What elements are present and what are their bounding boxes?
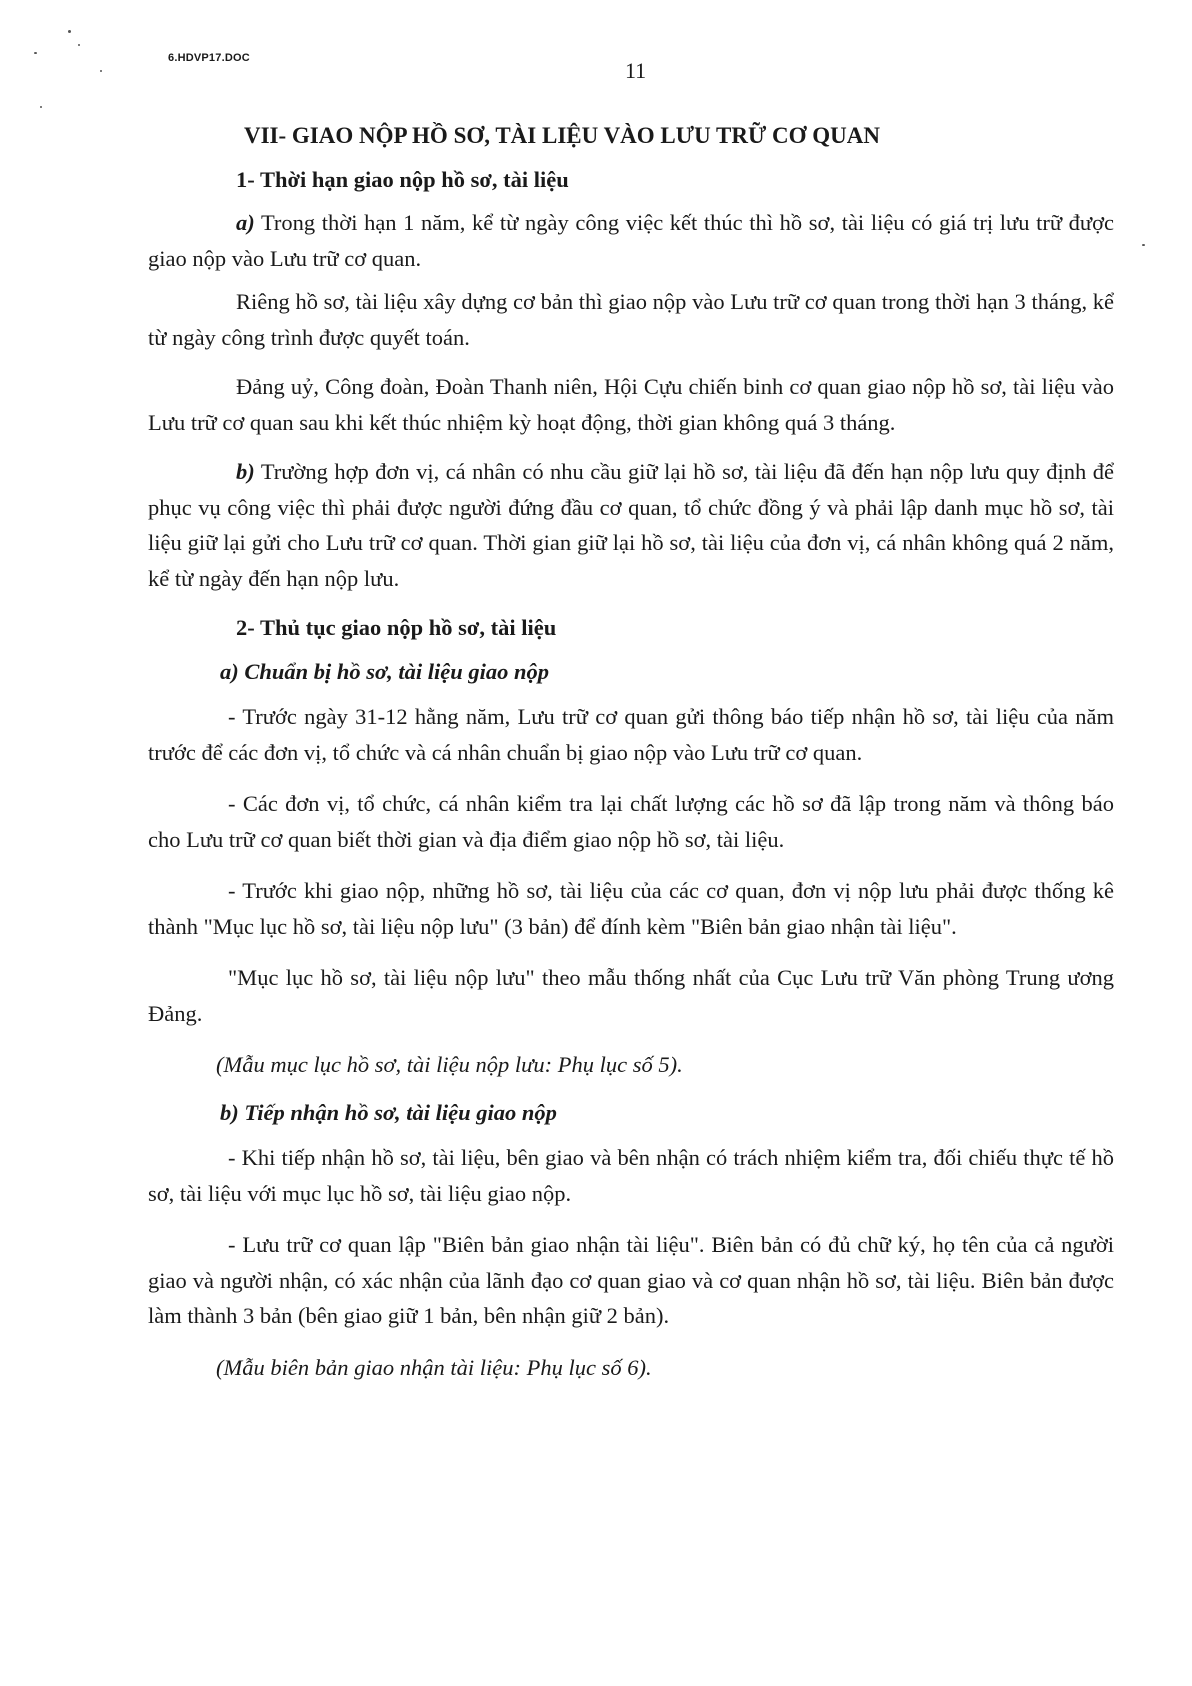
subsection-1-title: 1- Thời hạn giao nộp hồ sơ, tài liệu	[236, 166, 569, 192]
list-item-2a-2: - Các đơn vị, tổ chức, cá nhân kiểm tra lại chất lượng các hồ sơ đã lập trong năm và thông báo cho Lưu trữ cơ quan biết thời gian và địa điểm giao nộp hồ sơ, tài liệu.	[148, 791, 1114, 852]
subsection-2a-title: a) Chuẩn bị hồ sơ, tài liệu giao nộp	[220, 658, 550, 684]
paragraph-1a-3: Đảng uỷ, Công đoàn, Đoàn Thanh niên, Hội Cựu chiến binh cơ quan giao nộp hồ sơ, tài liệu vào Lưu trữ cơ quan sau khi kết thúc nhiệm kỳ hoạt động, thời gian không quá 3 tháng.	[148, 374, 1114, 435]
list-item-2b-1: - Khi tiếp nhận hồ sơ, tài liệu, bên giao và bên nhận có trách nhiệm kiểm tra, đối chiếu thực tế hồ sơ, tài liệu với mục lục hồ sơ, tài liệu giao nộp.	[148, 1145, 1114, 1206]
scan-speck	[34, 52, 37, 54]
paragraph-1a-text: Trong thời hạn 1 năm, kể từ ngày công việc kết thúc thì hồ sơ, tài liệu có giá trị lưu trữ được giao nộp vào Lưu trữ cơ quan.	[148, 210, 1114, 271]
list-item-2a-3: - Trước khi giao nộp, những hồ sơ, tài liệu của các cơ quan, đơn vị nộp lưu phải được thống kê thành "Mục lục hồ sơ, tài liệu nộp lưu" (3 bản) để đính kèm "Biên bản giao nhận tài liệu".	[148, 878, 1114, 939]
document-filename: 6.HDVP17.DOC	[168, 52, 250, 64]
paragraph-1b-text: Trường hợp đơn vị, cá nhân có nhu cầu giữ lại hồ sơ, tài liệu đã đến hạn nộp lưu quy định để phục vụ công việc thì phải được người đứng đầu cơ quan, tổ chức đồng ý và phải lập danh mục hồ sơ, tài liệu giữ lại gửi cho Lưu trữ cơ quan. Thời gian giữ lại hồ sơ, tài liệu của đơn vị, cá nhân không quá 2 năm, kể từ ngày đến hạn nộp lưu.	[148, 459, 1114, 591]
subsection-2b-title: b) Tiếp nhận hồ sơ, tài liệu giao nộp	[220, 1099, 557, 1125]
paragraph-1a	[148, 205, 1114, 276]
appendix-note-5: (Mẫu mục lục hồ sơ, tài liệu nộp lưu: Phụ lục số 5).	[216, 1052, 683, 1077]
scan-speck	[78, 44, 80, 46]
section-title: VII- GIAO NỘP HỒ SƠ, TÀI LIỆU VÀO LƯU TRỮ CƠ QUAN	[244, 123, 880, 148]
appendix-note-6: (Mẫu biên bản giao nhận tài liệu: Phụ lục số 6).	[216, 1354, 652, 1380]
document-body	[148, 118, 1114, 1397]
scan-speck	[68, 30, 71, 33]
list-item-2a-4: "Mục lục hồ sơ, tài liệu nộp lưu" theo mẫu thống nhất của Cục Lưu trữ Văn phòng Trung ương Đảng.	[148, 965, 1114, 1026]
list-item-2a-1: - Trước ngày 31-12 hằng năm, Lưu trữ cơ quan gửi thông báo tiếp nhận hồ sơ, tài liệu của năm trước để các đơn vị, tổ chức và cá nhân chuẩn bị giao nộp vào Lưu trữ cơ quan.	[148, 704, 1114, 765]
item-marker-b: b)	[236, 459, 255, 484]
list-item-2b-2: - Lưu trữ cơ quan lập "Biên bản giao nhận tài liệu". Biên bản có đủ chữ ký, họ tên của cả người giao và người nhận, có xác nhận của lãnh đạo cơ quan giao và cơ quan nhận hồ sơ, tài liệu. Biên bản được làm thành 3 bản (bên giao giữ 1 bản, bên nhận giữ 2 bản).	[148, 1232, 1114, 1328]
page-number: 11	[625, 58, 647, 83]
paragraph-1b	[148, 454, 1114, 596]
scan-speck	[1142, 244, 1145, 246]
subsection-2-title: 2- Thủ tục giao nộp hồ sơ, tài liệu	[236, 615, 557, 640]
paragraph-1a-2: Riêng hồ sơ, tài liệu xây dựng cơ bản thì giao nộp vào Lưu trữ cơ quan trong thời hạn 3 tháng, kể từ ngày công trình được quyết toán.	[148, 289, 1114, 350]
scan-speck	[40, 106, 42, 108]
item-marker-a: a)	[236, 210, 255, 235]
scan-speck	[100, 70, 102, 72]
